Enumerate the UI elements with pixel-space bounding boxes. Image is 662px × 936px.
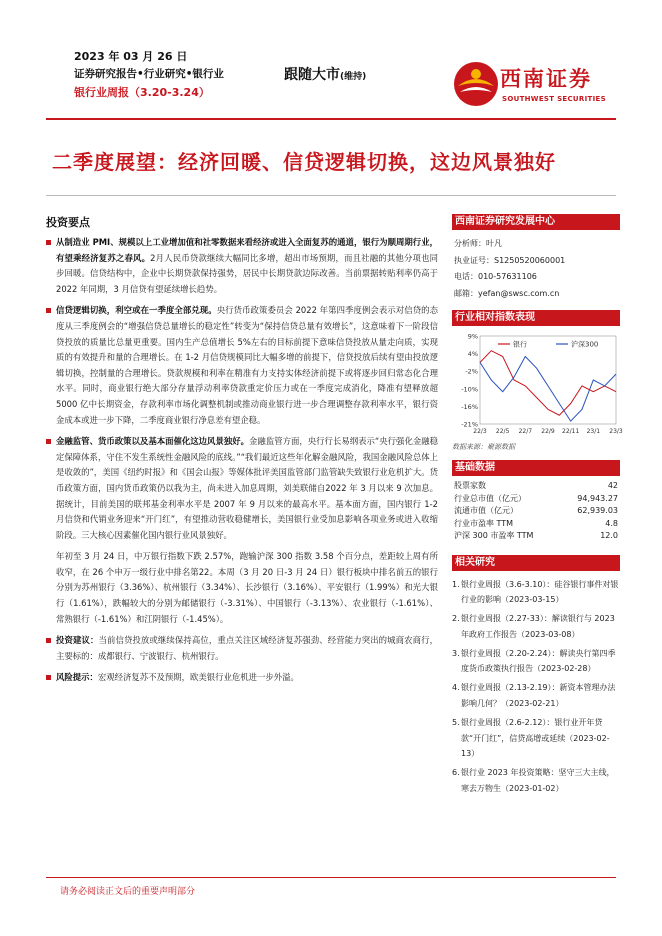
basic-data-value: 4.8 [605,518,618,528]
page-title: 二季度展望：经济回暖、信贷逻辑切换，这边风景独好 [52,150,556,174]
x-tick-label: 22/5 [495,428,510,435]
investment-summary [46,214,438,692]
related-research-text: 银行业 2023 年投资策略：坚守三大主线，寒去万物生（2023-01-02） [461,768,615,794]
x-tick-label: 23/3 [609,428,623,435]
x-tick-label: 22/7 [518,428,533,435]
market-performance-paragraph: 年初至 3 月 24 日，中万银行指数下跌 2.57%，跑输沪深 300 指数 3.58 个百分点，差距较上周有所收窄，在 26 个申万一级行业中排名第22。本周（3 月 20 日-3 月 24 日）银行板块中排名前五的银行分别为苏州银行（3.36%）、杭州银行（3.34%）、长沙银行（3.16%）、平安银行（1.99%）和光大银行（1.61%），跌幅较大的分别为邮储银行（-3.31%）、中国银行（-3.13%）、农业银行（-1.61%）、常熟银行（-1.61%）和江阴银行（-1.45%）。 [56,551,438,624]
related-research-text: 银行业周报（2.20-2.24）：解读央行第四季度货币政策执行报告（2023-02-28） [461,648,616,674]
report-date: 2023 年 03 月 26 日 [74,50,188,63]
basic-data-value: 12.0 [600,531,618,540]
basic-data-row [452,480,620,493]
footer-disclaimer[interactable]: 请务必阅读正文后的重要声明部分 [60,887,196,897]
related-research-number: 6. [452,768,460,778]
basic-data-value: 62,939.03 [577,506,618,515]
related-research-item[interactable] [452,715,620,762]
basic-data-label: 沪深 300 市盈率 TTM [454,531,534,540]
bullet-bold: 信贷逻辑切换，利空或在一季度全部兑现。 [56,305,217,316]
basic-data-row [452,518,620,531]
x-tick-label: 22/9 [541,428,555,435]
sidebar [452,214,623,800]
bullet-recovery [46,235,438,297]
y-tick-label: -16% [461,402,478,411]
rating [284,64,366,84]
related-research-item[interactable] [452,611,620,643]
analyst-phone: 电话：010-57631106 [454,272,537,281]
bullet-text: 当前信贷投放或继续保持高位，重点关注区域经济复苏强劲、经营能力突出的城商农商行，主要标的：成都银行、宁波银行、杭州银行。 [56,635,439,661]
related-research-item[interactable] [452,577,620,609]
legend-label: 沪深300 [571,340,599,349]
related-research-item[interactable] [452,646,620,678]
y-tick-label: 9% [467,332,478,341]
chart-source: 数据来源：聚源数据 [452,443,515,451]
x-tick-label: 22/11 [562,428,580,435]
bullet-bold: 从制造业 PMI、规模以上工业增加值和社零数据来看经济或进入全面复苏的通道，银行为顺周期行业，有望乘经济复苏之春风。 [56,237,438,263]
relative-index-chart [452,330,623,440]
perf-chart-heading: 行业相对指数表现 [452,310,620,326]
bullet-bold: 金融监管、货币政策以及基本面催化这边风景独好。 [56,436,250,447]
bullet-risk [46,670,438,686]
related-research-item[interactable] [452,680,620,712]
bullet-text: 宏观经济复苏不及预期，欧美银行业危机进一步外溢。 [97,672,299,683]
related-research-number: 3. [452,648,460,658]
related-research-number: 2. [452,614,460,624]
basic-data-value: 94,943.27 [577,493,618,503]
bullet-bold: 风险提示： [56,672,98,683]
bullet-text: 2月人民币贷款继续大幅同比多增，超出市场预期，而且社融的其他分项也同步回暖。信贷结构中，企业中长期贷款保持强势，居民中长期贷款边际改善。当前票据转贴利率仍高于2022 年同期，3 月信贷有望延续增长趋势。 [56,252,439,294]
research-heading: 西南证券研究发展中心 [452,214,620,230]
analyst-email[interactable]: 邮箱：yefan@swsc.com.cn [454,288,560,298]
title-divider [46,195,616,196]
series-line-bank [480,351,616,416]
analyst-info [452,236,620,302]
x-tick-label: 23/1 [586,428,601,435]
y-tick-label: -21% [461,420,478,429]
bullet-icon [46,308,51,313]
basic-data-value: 42 [607,481,618,490]
basic-data-row [452,493,620,506]
report-type: 证券研究报告•行业研究•银行业 [74,68,224,80]
basic-data-row [452,505,620,518]
investment-heading: 投资要点 [46,216,90,229]
related-research-text: 银行业周报（3.6-3.10）：硅谷银行事件对银行业的影响（2023-03-15） [461,579,619,605]
logo-name-en: SOUTHWEST SECURITIES [502,95,606,103]
basic-data-label: 流通市值（亿元） [454,506,518,515]
bullet-icon [46,439,51,444]
chart-frame [480,336,616,424]
related-research-item[interactable] [452,765,620,797]
report-weekly: 银行业周报（3.20-3.24） [74,86,210,99]
basic-data-table [452,480,620,543]
related-research-number: 1. [452,579,460,589]
bullet-icon [46,638,51,643]
legend-label: 银行 [513,340,527,349]
basic-data-label: 股票家数 [454,481,486,490]
bullet-investment-advice [46,633,438,664]
related-research-number: 4. [452,683,460,693]
y-tick-label: -10% [461,385,478,394]
y-tick-label: 4% [467,350,478,359]
related-research-list [452,577,620,797]
bullet-text: 金融监管方面，央行行长易纲表示“央行强化金融稳定保障体系，守住不发生系统性金融风险的底线。”“我们最近这些年化解金融风险，我国金融风险总体上是收敛的”，美国《纽约时报》和《国会山报》等媒体批评美国监管部门监管缺失致银行业危机扩大。货币政策方面，国内货币政策仍以我为主，尚未进入加息周期，刘美联储自2022 年 3 月以来 9 次加息。据统计，目前美国的联邦基金利率水平是 2007 年 9 月以来的最高水平。基本面方面，国内银行 1-2 月信贷和代销业务迎来“开门红”，有望推动营收稳健增长，美国银行业受加息影响各项业务或进入收缩阶段。三大核心因素催化国内银行业风景独好。 [56,436,439,540]
footer-divider [46,877,616,878]
header-divider [46,118,616,120]
basic-data-label: 行业总市值（亿元） [454,493,526,503]
related-research-heading: 相关研究 [452,555,620,571]
rating-note: (维持) [340,72,367,82]
rating-label: 跟随大市 [284,67,340,83]
bullet-bold: 投资建议： [56,635,99,646]
related-research-text: 银行业周报（2.6-2.12）：银行业开年贷款“开门红”，信贷高增或延续（2023-02-13） [461,717,610,759]
bullet-credit-logic [46,303,438,428]
basic-data-label: 行业市盈率 TTM [454,518,514,528]
related-research-number: 5. [452,717,460,727]
analyst-cert: 执业证号：S1250520060001 [454,255,566,265]
logo-name-cn: 西南证券 [500,66,592,91]
bullet-text: 央行货币政策委员会 2022 年第四季度例会表示对信贷的态度从三季度例会的“增强信贷总量增长的稳定性”转变为“保持信贷总量有效增长”，这意味着下一阶段信贷投放的质量比总量更重要。国内生产总值增长 5%左右的目标前提下意味信贷投放从量走向质，实现质的有效提升和量的合理增长。在 1-2 月信贷规模同比大幅多增的前提下，信贷投放后续有望由投放逻辑切换，控制量的合理增长。贷款规模和利率在精准有力支持实体经济前提下或将逐步回归常态化合理水平。同时，商业银行绝大部分存量浮动利率贷款重定价压力或在一季度完成消化，降准有望释放超5000 亿中长期资金，存款利率市场化调整机制或推动商业银行进一步合理调整存款利率水平，银行资金成本或进一步下降，二季度商业银行净息差有望企稳。 [56,305,438,425]
analyst-name: 分析师：叶凡 [454,239,502,248]
y-tick-label: -2% [465,367,478,376]
bullet-icon [46,675,51,680]
x-tick-label: 22/3 [473,428,487,435]
related-research-text: 银行业周报（2.13-2.19）：新资本管理办法影响几何？（2023-02-21） [461,683,616,709]
basic-data-heading: 基础数据 [452,460,620,476]
related-research-text: 银行业周报（2.27-33）：解读银行与 2023 年政府工作报告（2023-03-08） [461,614,615,639]
series-line-hs300 [480,357,616,422]
bullet-icon [46,240,51,245]
bullet-regulation [46,434,438,543]
basic-data-row [452,530,620,543]
